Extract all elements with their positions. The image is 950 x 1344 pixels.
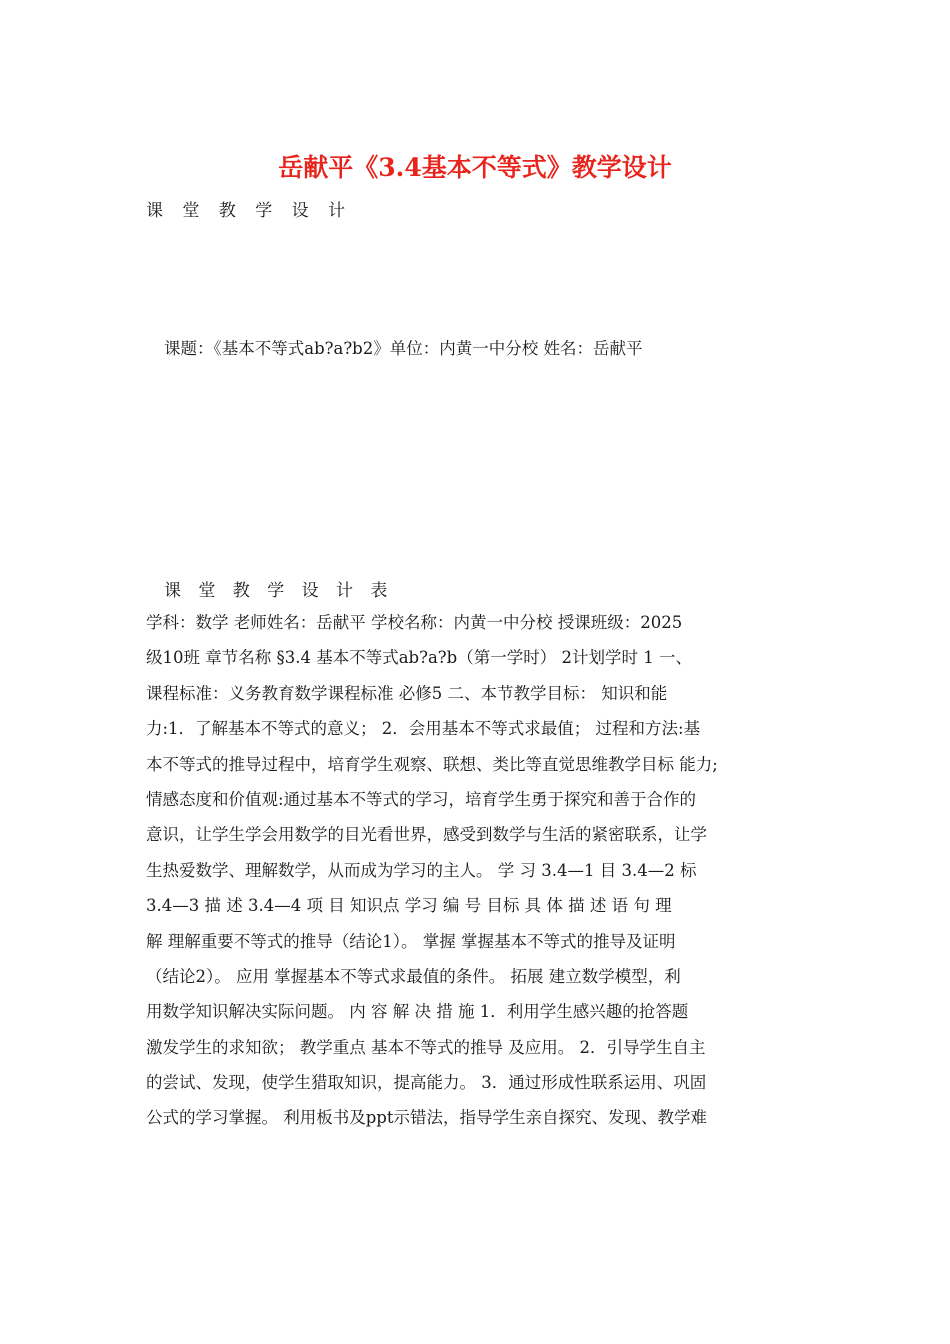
topic-line: 课题：《基本不等式ab?a?b2》单位：内黄一中分校 姓名：岳献平 — [164, 339, 643, 358]
document-subtitle: 课 堂 教 学 设 计 — [146, 201, 353, 221]
page-title: 岳献平《3.4基本不等式》教学设计 — [278, 153, 672, 182]
body-line: 激发学生的求知欲； 教学重点 基本不等式的推导 及应用。 2．引导学生自主 — [146, 1037, 706, 1057]
body-line: 本不等式的推导过程中，培育学生观察、联想、类比等直觉思维教学目标 能力; — [146, 754, 718, 774]
body-line: 公式的学习掌握。 利用板书及ppt示错法，指导学生亲自探究、发现、教学难 — [146, 1108, 707, 1128]
body-line: 生热爱数学、理解数学，从而成为学习的主人。 学 习 3.4—1 目 3.4—2 标 — [146, 860, 697, 880]
body-line: 的尝试、发现，使学生猎取知识，提高能力。 3．通过形成性联系运用、巩固 — [146, 1073, 707, 1093]
table-heading: 课 堂 教 学 设 计 表 — [164, 581, 394, 601]
body-line: （结论2）。 应用 掌握基本不等式求最值的条件。 拓展 建立数学模型，利 — [146, 966, 681, 986]
body-text — [146, 610, 816, 1141]
body-line: 意识，让学生学会用数学的目光看世界，感受到数学与生活的紧密联系，让学 — [146, 825, 707, 845]
body-line: 解 理解重要不等式的推导（结论1）。 掌握 掌握基本不等式的推导及证明 — [146, 931, 676, 951]
body-line: 情感态度和价值观:通过基本不等式的学习，培育学生勇于探究和善于合作的 — [146, 789, 697, 809]
body-line: 力:1．了解基本不等式的意义； 2．会用基本不等式求最值； 过程和方法:基 — [146, 719, 701, 739]
body-line: 3.4—3 描 述 3.4—4 项 目 知识点 学习 编 号 目标 具 体 描 述 语 句 理 — [146, 896, 672, 916]
body-line: 用数学知识解决实际问题。 内 容 解 决 措 施 1．利用学生感兴趣的抢答题 — [146, 1002, 689, 1022]
body-line: 课程标准：义务教育数学课程标准 必修5 二、本节教学目标： 知识和能 — [146, 683, 668, 703]
body-line: 学科：数学 老师姓名：岳献平 学校名称：内黄一中分校 授课班级：2025 — [146, 613, 683, 632]
body-line: 级10班 章节名称 §3.4 基本不等式ab?a?b（第一学时） 2计划学时 1 一、 — [146, 648, 692, 668]
